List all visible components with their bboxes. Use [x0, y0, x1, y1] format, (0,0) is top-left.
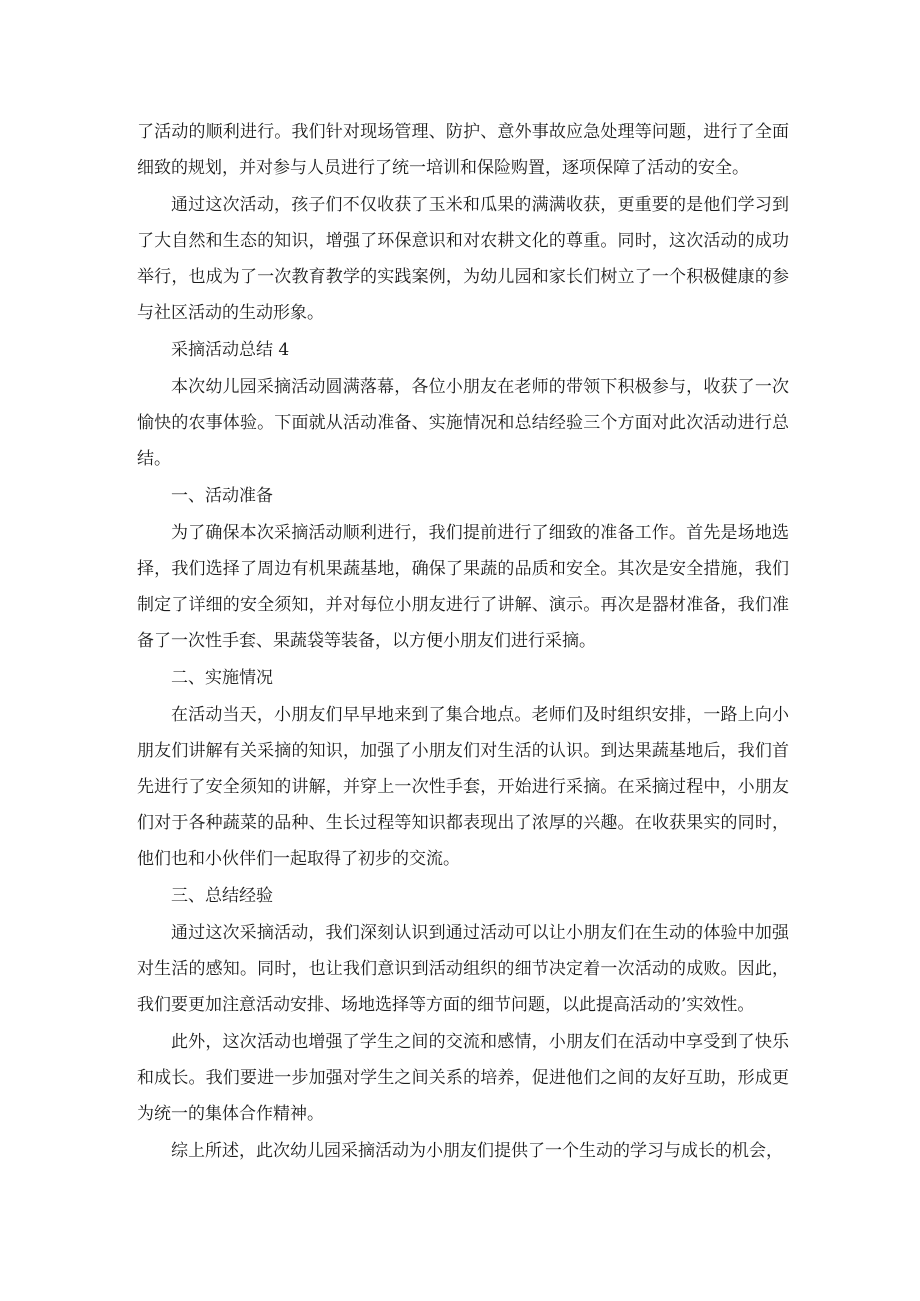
section-heading: 二、实施情况: [171, 668, 273, 688]
paragraph: 通过这次采摘活动，我们深刻认识到通过活动可以让小朋友们在生动的体验中加强对生活的感知。同时，也让我们意识到活动组织的细节决定着一次活动的成败。因此，我们要更加注意活动安排、场地选择等方面的细节问题，以此提高活动的’实效性。: [137, 923, 789, 1015]
paragraph: 通过这次活动，孩子们不仅收获了玉米和瓜果的满满收获，更重要的是他们学习到了大自然和生态的知识，增强了环保意识和对农耕文化的尊重。同时，这次活动的成功举行，也成为了一次教育教学的实践案例，为幼儿园和家长们树立了一个积极健康的参与社区活动的生动形象。: [137, 195, 789, 323]
paragraph: 综上所述，此次幼儿园采摘活动为小朋友们提供了一个生动的学习与成长的机会，: [171, 1141, 783, 1161]
document-body: [137, 114, 789, 1169]
section-title: 采摘活动总结 4: [171, 340, 290, 360]
paragraph-continuation: 了活动的顺利进行。我们针对现场管理、防护、意外事故应急处理等问题，进行了全面细致的规划，并对参与人员进行了统一培训和保险购置，逐项保障了活动的安全。: [137, 122, 789, 178]
paragraph: 本次幼儿园采摘活动圆满落幕，各位小朋友在老师的带领下积极参与，收获了一次愉快的农事体验。下面就从活动准备、实施情况和总结经验三个方面对此次活动进行总结。: [137, 377, 789, 469]
paragraph: 为了确保本次采摘活动顺利进行，我们提前进行了细致的准备工作。首先是场地选择，我们选择了周边有机果蔬基地，确保了果蔬的品质和安全。其次是安全措施，我们制定了详细的安全须知，并对每位小朋友进行了讲解、演示。再次是器材准备，我们准备了一次性手套、果蔬袋等装备，以方便小朋友们进行采摘。: [137, 523, 789, 651]
section-heading: 三、总结经验: [171, 886, 273, 906]
paragraph: 在活动当天，小朋友们早早地来到了集合地点。老师们及时组织安排，一路上向小朋友们讲解有关采摘的知识，加强了小朋友们对生活的认识。到达果蔬基地后，我们首先进行了安全须知的讲解，并穿上一次性手套，开始进行采摘。在采摘过程中，小朋友们对于各种蔬菜的品种、生长过程等知识都表现出了浓厚的兴趣。在收获果实的同时，他们也和小伙伴们一起取得了初步的交流。: [137, 705, 789, 869]
paragraph: 此外，这次活动也增强了学生之间的交流和感情，小朋友们在活动中享受到了快乐和成长。我们要进一步加强对学生之间关系的培养，促进他们之间的友好互助，形成更为统一的集体合作精神。: [137, 1032, 789, 1124]
section-heading: 一、活动准备: [171, 486, 273, 506]
